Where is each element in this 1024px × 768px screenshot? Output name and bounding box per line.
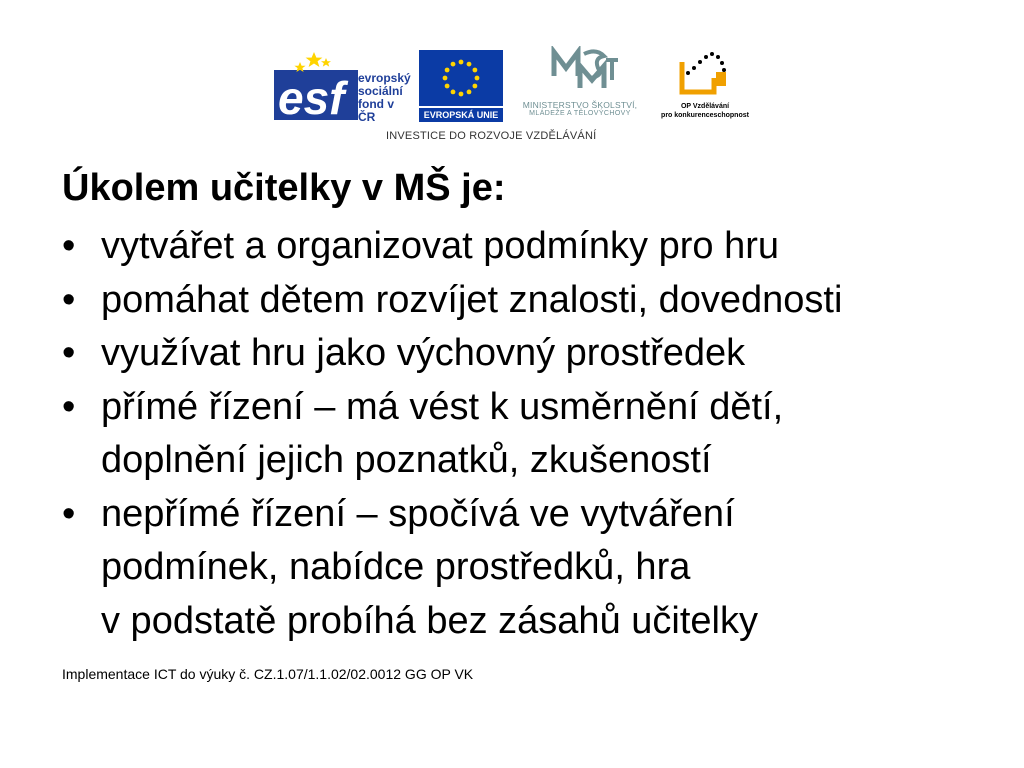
bullet-dot-icon: • [62, 492, 76, 535]
list-item [62, 220, 842, 274]
footer-text: Implementace ICT do výuky č. CZ.1.07/1.1.02/02.0012 GG OP VK [62, 666, 474, 682]
list-item-line: využívat hru jako výchovný prostředek [101, 332, 746, 374]
op-logo [656, 48, 754, 124]
bullet-dot-icon: • [62, 225, 76, 267]
logo-banner [274, 44, 754, 148]
list-item [62, 274, 842, 328]
msmt-line: MLÁDEŽE A TĚLOVÝCHOVY [529, 110, 631, 117]
esf-line: evropský [358, 71, 411, 85]
msmt-logo [506, 46, 654, 118]
list-item-line: podmínek, nabídce prostředků, hra [101, 546, 691, 588]
esf-emblem-icon [274, 48, 358, 120]
slide-heading: Úkolem učitelky v MŠ je: [62, 167, 506, 209]
list-item [62, 381, 842, 488]
list-item-line: doplnění jejich poznatků, zkušeností [101, 439, 712, 481]
op-line: OP Vzdělávání [680, 103, 730, 110]
list-item [62, 327, 842, 381]
bullet-dot-icon: • [62, 385, 76, 428]
esf-logo [274, 48, 412, 124]
op-emblem-icon [656, 48, 754, 102]
esf-line: fond v ČR [358, 97, 394, 124]
op-line: pro konkurenceschopnost [661, 112, 749, 119]
eu-logo [419, 50, 503, 122]
svg-text:esf: esf [278, 72, 345, 120]
list-item-line: vytvářet a organizovat podmínky pro hru [101, 225, 780, 267]
list-item [62, 488, 842, 649]
list-item-line: pomáhat dětem rozvíjet znalosti, dovednosti [101, 278, 843, 321]
op-text [656, 102, 754, 120]
eu-label: EVROPSKÁ UNIE [419, 108, 503, 122]
list-item-line: v podstatě probíhá bez zásahů učitelky [101, 599, 758, 642]
list-item-line: přímé řízení – má vést k usměrnění dětí, [101, 385, 784, 428]
bullet-list [62, 220, 842, 648]
msmt-monogram-icon [506, 46, 654, 98]
msmt-line: MINISTERSTVO ŠKOLSTVÍ, [522, 100, 638, 110]
esf-line: sociální [358, 84, 403, 98]
eu-flag-icon [419, 50, 503, 106]
esf-text [358, 72, 412, 124]
bullet-dot-icon: • [62, 278, 76, 321]
bullet-dot-icon: • [62, 332, 76, 374]
tagline: INVESTICE DO ROZVOJE VZDĚLÁVÁNÍ [386, 130, 597, 142]
list-item-line: nepřímé řízení – spočívá ve vytváření [101, 492, 735, 535]
